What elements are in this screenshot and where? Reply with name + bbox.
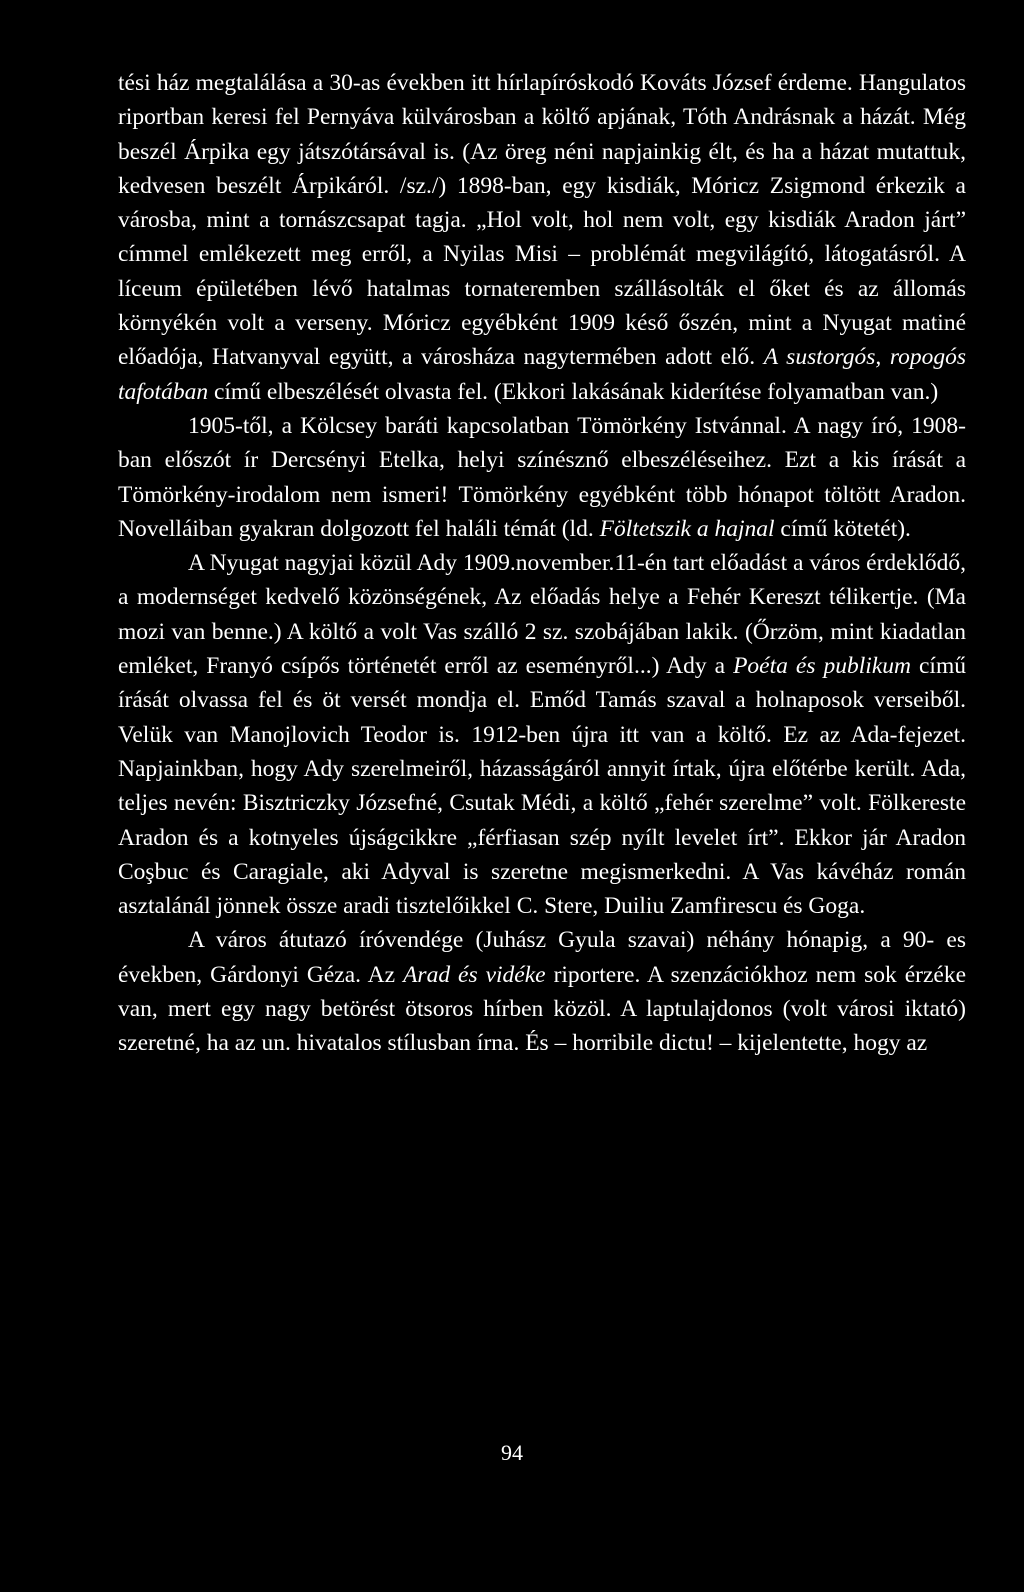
italic-title: Arad és vidéke <box>403 961 546 988</box>
text-segment: című kötetét). <box>774 515 911 542</box>
text-segment: tési ház megtalálása a 30-as években itt hírlapíróskodó Kováts József érdeme. Hangulatos riportban keresi fel Pernyáva külvárosban a költő apjának, Tóth Andrásnak a házát. Még beszél Árpika egy játszótársával is. (Az öreg néni napjainkig élt, és ha a házat mutattuk, kedvesen beszélt Árpikáról. /sz./) 1898-ban, egy kisdiák, Móricz Zsigmond érkezik a városba, mint a tornászcsapat tagja. „Hol volt, hol nem volt, egy kisdiák Aradon járt” címmel emlékezett meg erről, a Nyilas Misi – problémát megvilágító, látogatásról. A líceum épületében lévő hatalmas tornateremben szállásolták el őket és az állomás környékén volt a verseny. Móricz egyébként 1909 késő őszén, mint a Nyugat matiné előadója, Hatvanyval együtt, a városháza nagytermében adott elő. <box>118 70 966 371</box>
text-segment: riportere. A szenzációkhoz nem sok érzéke van, mert egy nagy betörést ötsoros hírben közöl. A laptulajdonos (volt városi iktató) szeretné, ha az un. hivatalos stílusban írna. És – horribile dictu! – kijelentette, hogy az <box>118 961 966 1057</box>
text-segment: című írását olvassa fel és öt versét mondja el. Emőd Tamás szaval a holnaposok verseiből. Velük van Manojlovich Teodor is. 1912-ben újra itt van a költő. Ez az Ada-fejezet. Napjainkban, hogy Ady szerelmeiről, házasságáról annyit írtak, újra előtérbe került. Ada, teljes nevén: Bisztriczky Józsefné, Csutak Médi, a költő „fehér szerelme” volt. Fölkereste Aradon és a kotnyeles újságcikkre „férfiasan szép nyílt levelet írt”. Ekkor jár Aradon Coşbuc és Caragiale, aki Adyval is szeretne megismerkedni. A Vas kávéház román asztalánál jönnek össze aradi tisztelőikkel C. Stere, Duiliu Zamfirescu és Goga. <box>118 653 966 920</box>
text-segment: 1905-től, a Kölcsey baráti kapcsolatban Tömörkény Istvánnal. A nagy író, 1908-ban előszót ír Dercsényi Etelka, helyi színésznő elbeszéléseihez. Ezt a kis írását a Tömörkény-irodalom nem ismeri! Tömörkény egyébként több hónapot töltött Aradon. Novelláiban gyakran dolgozott fel haláli témát (ld. <box>118 412 966 542</box>
italic-title: Föltetszik a hajnal <box>599 515 775 542</box>
italic-title: A sustorgós, ropogós tafotában <box>118 344 966 405</box>
text-segment: A Nyugat nagyjai közül Ady 1909.november.11-én tart előadást a város érdeklődő, a modernséget kedvelő közönségének, Az előadás helye a Fehér Kereszt télikertje. (Ma mozi van benne.) A költő a volt Vas szálló 2 sz. szobájában lakik. (Őrzöm, mint kiadatlan emléket, Franyó csípős történetét erről az eseményről...) Ady a <box>118 550 966 680</box>
paragraph-2 <box>118 409 966 546</box>
paragraph-4 <box>118 923 966 1060</box>
paragraph-1 <box>118 66 966 409</box>
paragraph-3 <box>118 546 966 923</box>
body-text <box>118 66 966 1061</box>
page-number: 94 <box>501 1440 523 1465</box>
text-segment: A város átutazó íróvendége (Juhász Gyula szavai) néhány hónapig, a 90- es években, Gárdonyi Géza. Az <box>118 927 966 988</box>
italic-title: Poéta és publikum <box>733 653 911 680</box>
text-segment: című elbeszélését olvasta fel. (Ekkori lakásának kiderítése folyamatban van.) <box>208 378 939 405</box>
